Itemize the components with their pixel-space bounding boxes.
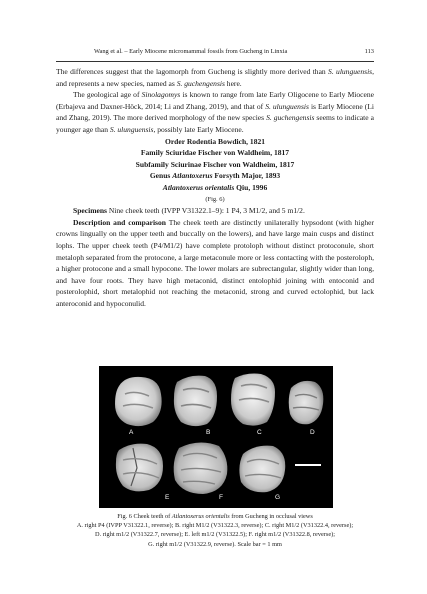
taxon-name: S. ulunguensis xyxy=(328,67,373,76)
text-run: Genus xyxy=(149,171,173,181)
figure-6-plate xyxy=(99,366,333,508)
taxon-species xyxy=(56,182,374,194)
tooth-e-image xyxy=(113,440,167,494)
tooth-a-image xyxy=(111,374,165,430)
taxon-family: Family Sciuridae Fischer von Waldheim, 1817 xyxy=(140,148,290,158)
paragraph-differences xyxy=(56,66,374,89)
text-run: Forsyth Major, 1893 xyxy=(212,171,281,181)
taxon-name: Atlantoxerus orientalis xyxy=(162,182,235,192)
text-run: is known to range from late Early Oligocene to Early Miocene (Erbajeva and Daxner-Höck, 2014; Li and Zhang, 2019), and that of xyxy=(56,90,374,111)
text-run: The differences suggest that the lagomorph from Gucheng is slightly more derived than xyxy=(56,67,329,76)
taxon-name: Sinolagomys xyxy=(141,90,181,100)
tooth-d-image xyxy=(285,376,327,428)
figure-label-c: C xyxy=(257,429,262,436)
taxon-name: Atlantoxerus xyxy=(172,171,213,181)
page-number: 113 xyxy=(364,48,374,55)
figure-label-e: E xyxy=(165,494,170,501)
body-text xyxy=(56,66,374,309)
taxon-subfamily: Subfamily Sciurinae Fischer von Waldheim, 1817 xyxy=(135,159,295,169)
paragraph-specimens xyxy=(56,205,374,217)
text-run: The cheek teeth are distinctly unilaterally hypsodont (with higher crowns lingually on the upper teeth and buccally on the lowers), and have large main cusps and distinct lophs. The upper cheek teeth (P4/M1/2) have complete protoloph without distinct protoconule, short metaloph separated from the protocone, a large metaconule more or less contacting with the posteroloph, a higher protocone and a small hypocone. The lower molars are subrectangular, slightly wider than long, and have four roots. They have high metaconid, distinct entolophid joining with entoconid and posterolophid, short metalophid not reaching the metaconid, strong and curved ectolophid, but lack anteroconid and hypoconulid. xyxy=(56,217,374,308)
text-run: here. xyxy=(224,78,242,88)
figure-label-d: D xyxy=(310,429,315,436)
taxon-name: S. guchengensis xyxy=(176,78,225,88)
taxon-order: Order Rodentia Bowdich, 1821 xyxy=(164,136,266,146)
taxon-name: S. ulunguensis xyxy=(109,124,154,134)
figure-label-g: G xyxy=(275,494,281,501)
tooth-b-image xyxy=(171,372,221,430)
caption-line-3: D. right m1/2 (V31322.7, reverse); E. left m1/2 (V31322.5); F. right m1/2 (V31322.8, reverse); xyxy=(95,531,335,539)
text-run: , possibly late Early Miocene. xyxy=(153,124,244,134)
caption-line-2: A. right P4 (IVPP V31322.1, reverse); B. right M1/2 (V31322.3, reverse); C. right M1/2 (V31322.4, reverse); xyxy=(76,522,354,530)
scale-bar xyxy=(295,464,321,466)
running-title: Wang et al. – Early Miocene micromammal fossils from Gucheng in Linxia xyxy=(94,48,288,55)
caption-line-4: G. right m1/2 (V31322.9, reverse). Scale bar = 1 mm xyxy=(148,540,282,548)
figure-reference: (Fig. 6) xyxy=(205,195,225,203)
figure-label-f: F xyxy=(219,494,223,501)
text-run: Qiu, 1996 xyxy=(234,182,268,192)
taxon-name: Atlantoxerus orientalis xyxy=(171,513,230,520)
taxon-name: S. guchengensis xyxy=(266,113,315,123)
header-rule xyxy=(56,61,374,62)
paragraph-description xyxy=(56,217,374,310)
taxon-name: S. ulunguensis xyxy=(265,101,309,111)
text-run: is Early Miocene (Li and Zhang, 2019). The more derived morphology of the new species xyxy=(56,101,375,123)
text-run: Nine cheek teeth (IVPP V31322.1–9): 1 P4, 3 M1/2, and 5 m1/2. xyxy=(106,206,305,216)
taxon-genus xyxy=(56,170,374,182)
tooth-g-image xyxy=(235,442,289,494)
section-heading: Specimens xyxy=(73,206,107,216)
text-run: The geological age of xyxy=(73,90,142,100)
figure-caption xyxy=(56,512,374,549)
figure-label-b: B xyxy=(206,429,211,436)
text-run: seems to indicate a younger age than xyxy=(56,113,374,134)
tooth-f-image xyxy=(169,438,231,498)
paragraph-geological-age xyxy=(56,89,374,135)
caption-line-1 xyxy=(56,512,374,521)
tooth-c-image xyxy=(227,370,279,430)
text-run: , and represents a new species, named as xyxy=(56,67,374,88)
section-heading: Description and comparison xyxy=(73,217,166,227)
text-run: Fig. 6 Cheek teeth of xyxy=(117,513,172,520)
running-header xyxy=(56,48,374,60)
figure-label-a: A xyxy=(129,429,134,436)
text-run: from Gucheng in occlusal views xyxy=(229,513,313,520)
